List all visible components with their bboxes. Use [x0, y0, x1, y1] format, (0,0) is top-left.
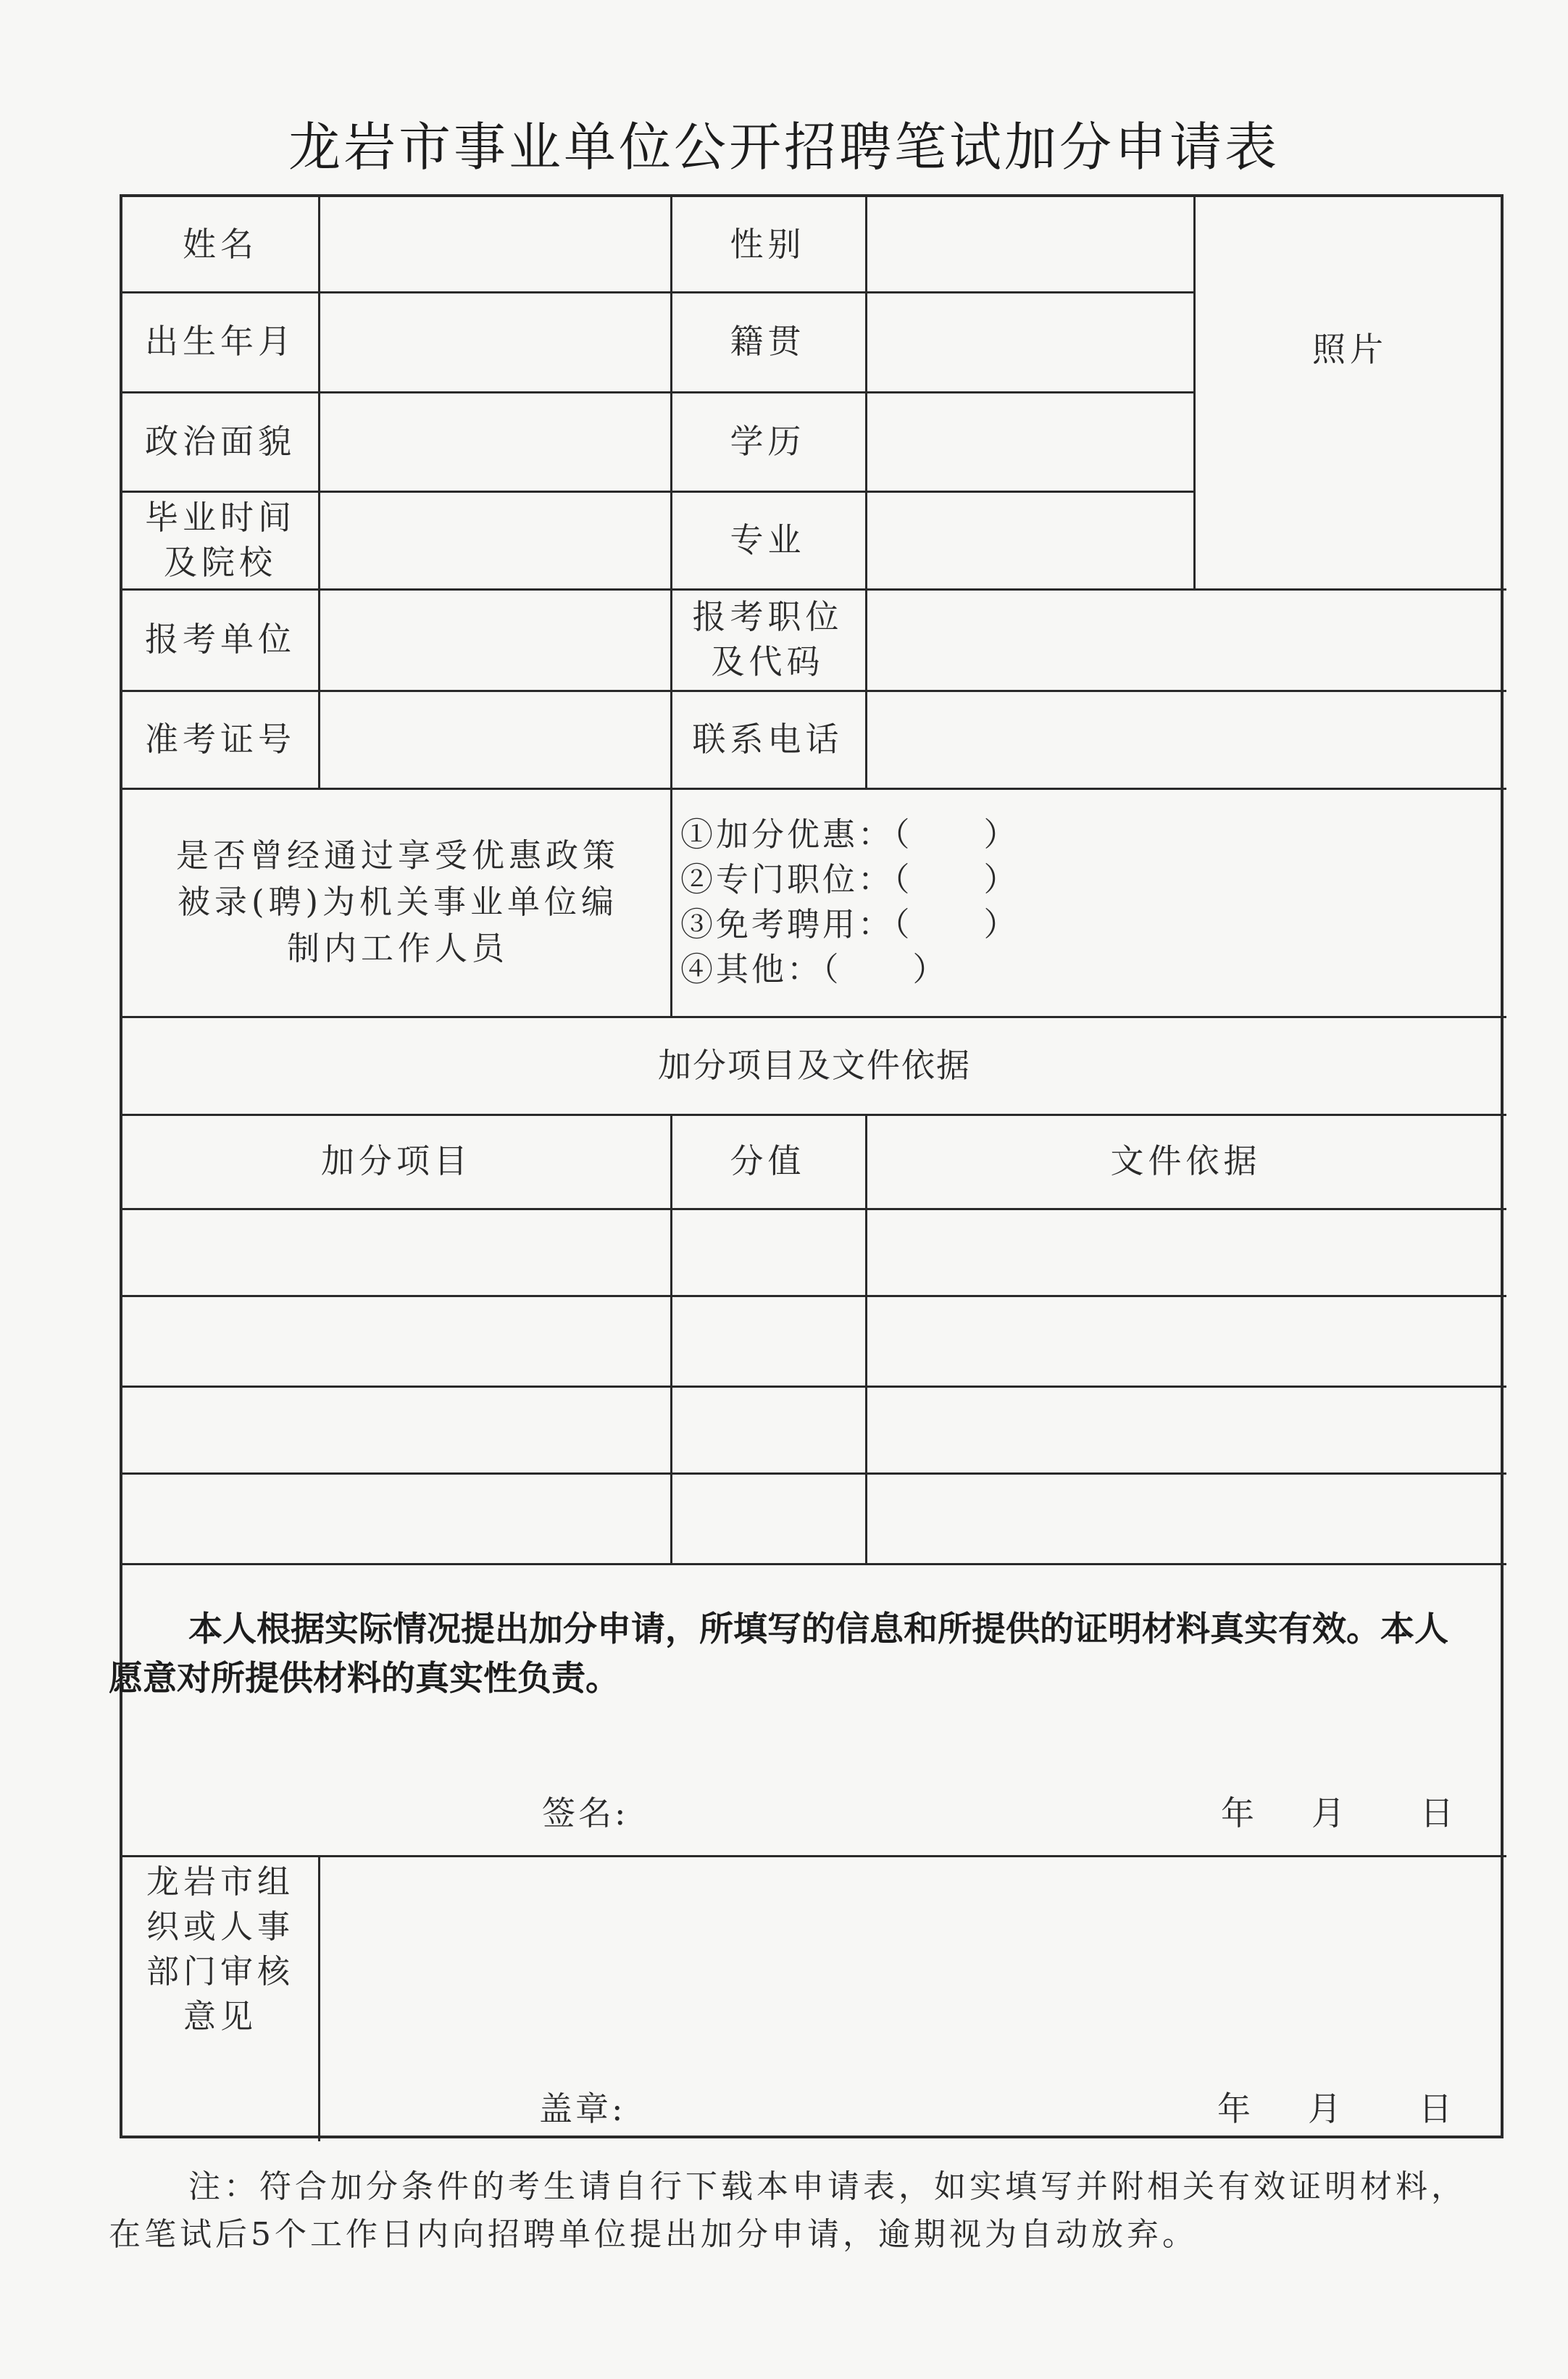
- form-title: 龙岩市事业单位公开招聘笔试加分申请表: [288, 117, 1280, 178]
- bonus-row-score[interactable]: [670, 1295, 865, 1386]
- name-label: 姓名: [183, 225, 258, 264]
- photo-box[interactable]: [1193, 197, 1506, 588]
- bonus-score-header: 分值: [730, 1141, 806, 1180]
- political-value[interactable]: [318, 391, 670, 491]
- bonus-row-score[interactable]: [670, 1472, 865, 1563]
- political-label: 政治面貌: [145, 421, 296, 461]
- option-special-post[interactable]: ②专门职位：（ ）: [680, 859, 1019, 899]
- bonus-row-score[interactable]: [670, 1208, 865, 1295]
- graduation-value[interactable]: [318, 491, 670, 588]
- sign-day: 日: [1420, 1793, 1456, 1833]
- seal-label: 盖章:: [539, 2089, 626, 2128]
- native-place-value[interactable]: [865, 291, 1193, 391]
- major-value[interactable]: [865, 491, 1193, 588]
- exam-no-value[interactable]: [318, 690, 670, 788]
- option-exempt[interactable]: ③免考聘用：（ ）: [680, 904, 1019, 943]
- bonus-row-basis[interactable]: [865, 1208, 1506, 1295]
- seal-day: 日: [1419, 2089, 1455, 2128]
- option-other[interactable]: ④其他：（ ）: [680, 949, 948, 988]
- bonus-row-item[interactable]: [122, 1386, 670, 1472]
- bonus-row-basis[interactable]: [865, 1295, 1506, 1386]
- preference-options: [680, 788, 1188, 1016]
- bonus-section-title: 加分项目及文件依据: [658, 1045, 971, 1085]
- gender-value[interactable]: [865, 197, 1193, 291]
- review-label: 龙岩市组织或人事部门审核意见: [146, 1862, 294, 2036]
- footnote: 注：符合加分条件的考生请自行下载本申请表，如实填写并附相关有效证明材料，在笔试后5个工作日内向招聘单位提出加分申请，逾期视为自动放弃。: [109, 2168, 1467, 2253]
- declaration-text: 本人根据实际情况提出加分申请，所填写的信息和所提供的证明材料真实有效。本人愿意对所提供材料的真实性负责。: [109, 1609, 1448, 1699]
- bonus-row-basis[interactable]: [865, 1386, 1506, 1472]
- photo-label: 照片: [1312, 330, 1388, 369]
- gender-label: 性别: [730, 225, 806, 264]
- bonus-row-score[interactable]: [670, 1386, 865, 1472]
- apply-unit-label: 报考单位: [145, 620, 296, 659]
- major-label: 专业: [730, 520, 806, 559]
- bonus-row-item[interactable]: [122, 1208, 670, 1295]
- apply-position-label: 报考职位及代码: [692, 597, 843, 681]
- exam-no-label: 准考证号: [145, 719, 296, 759]
- education-label: 学历: [730, 421, 806, 461]
- birth-label: 出生年月: [145, 322, 296, 361]
- graduation-label: 毕业时间及院校: [145, 497, 296, 582]
- preference-question: 是否曾经通过享受优惠政策被录(聘)为机关事业单位编制内工作人员: [175, 836, 620, 967]
- seal-month: 月: [1308, 2089, 1344, 2128]
- bonus-item-header: 加分项目: [321, 1141, 472, 1180]
- bonus-basis-header: 文件依据: [1110, 1141, 1262, 1180]
- phone-value[interactable]: [865, 690, 1506, 788]
- bonus-row-item[interactable]: [122, 1295, 670, 1386]
- signature-label: 签名:: [542, 1793, 629, 1833]
- native-place-label: 籍贯: [730, 322, 806, 361]
- apply-unit-value[interactable]: [318, 588, 670, 690]
- name-value[interactable]: [318, 197, 670, 291]
- sign-year: 年: [1221, 1793, 1257, 1833]
- apply-position-value[interactable]: [865, 588, 1506, 690]
- seal-year: 年: [1217, 2089, 1254, 2128]
- education-value[interactable]: [865, 391, 1193, 491]
- phone-label: 联系电话: [692, 719, 843, 759]
- bonus-row-item[interactable]: [122, 1472, 670, 1563]
- application-form-table: [120, 194, 1504, 2138]
- option-bonus[interactable]: ①加分优惠：（ ）: [680, 814, 1019, 854]
- sign-month: 月: [1311, 1793, 1348, 1833]
- birth-value[interactable]: [318, 291, 670, 391]
- signature-field[interactable]: [630, 1780, 1138, 1823]
- bonus-row-basis[interactable]: [865, 1472, 1506, 1563]
